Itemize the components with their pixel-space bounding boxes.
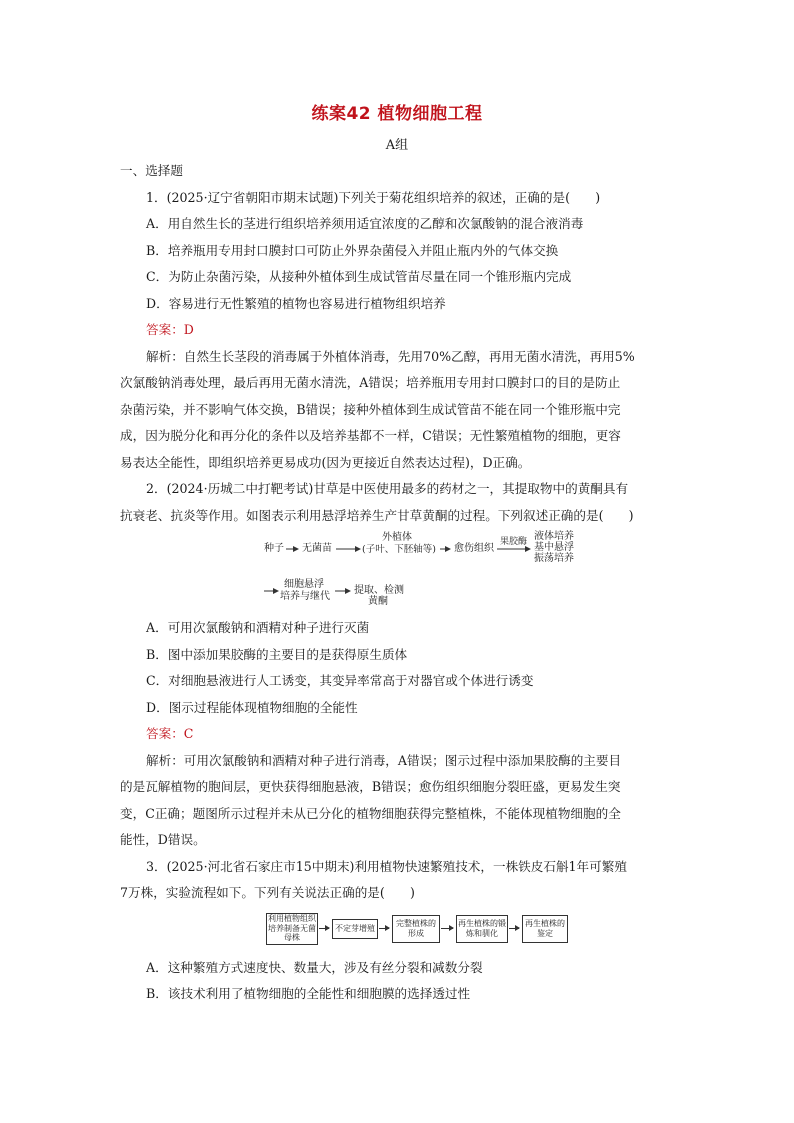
page-title: 练案42 植物细胞工程 — [311, 104, 483, 124]
node-explant: 外植体 — [382, 532, 412, 543]
q1-analysis-line: 易表达全能性，即组织培养更易成功(因为更接近自然表达过程)，D正确。 — [120, 454, 531, 470]
node-callus: 愈伤组织 — [454, 543, 494, 554]
q2-stem-line: 抗衰老、抗炎等作用。如图表示利用悬浮培养生产甘草黄酮的过程。下列叙述正确的是( ) — [120, 507, 634, 523]
node-cell-suspension: 细胞悬浮 — [284, 579, 324, 590]
q1-stem: 1．(2025·辽宁省朝阳市期末试题)下列关于菊花组织培养的叙述，正确的是( ) — [146, 189, 601, 205]
q1-option-d: D．容易进行无性繁殖的植物也容易进行植物组织培养 — [146, 295, 446, 311]
q2-option-b: B．图中添加果胶酶的主要目的是获得原生质体 — [146, 646, 408, 662]
flow-diagram-dendrobium — [266, 907, 566, 955]
q2-analysis-line: 能性，D错误。 — [120, 832, 206, 847]
q2-analysis-line: 的是瓦解植物的胞间层，更快获得细胞悬液，B错误；愈伤组织细胞分裂旺盛，更易发生突 — [120, 779, 621, 794]
q3-option-b: B．该技术利用了植物细胞的全能性和细胞膜的选择透过性 — [146, 986, 471, 1001]
q3-stem-line: 3．(2025·河北省石家庄市15中期末)利用植物快速繁殖技术，一株铁皮石斛1年可繁殖 — [146, 858, 627, 874]
node-liquid-culture: 基中悬浮 — [534, 542, 574, 553]
step-label: 利用植物组织培养制备无菌母株 — [268, 914, 316, 943]
content — [120, 158, 676, 1008]
section-heading: 一、选择题 — [120, 163, 183, 178]
step-box — [266, 913, 318, 945]
q1-analysis-line: 解析：自然生长茎段的消毒属于外植体消毒，先用70%乙醇，再用无菌水清洗，再用5% — [146, 348, 635, 364]
q2-stem-line: 2．(2024·历城二中打靶考试)甘草是中医使用最多的药材之一，其提取物中的黄酮具有 — [146, 481, 629, 496]
q3-option-a: A．这种繁殖方式速度快、数量大，涉及有丝分裂和减数分裂 — [146, 959, 483, 975]
step-box — [522, 915, 568, 943]
q3-stem-line: 7万株，实验流程如下。下列有关说法正确的是( ) — [120, 885, 415, 900]
q1-option-b: B．培养瓶用专用封口膜封口可防止外界杂菌侵入并阻止瓶内外的气体交换 — [146, 242, 559, 258]
node-flavone: 黄酮 — [368, 596, 388, 607]
q1-analysis-line: 成，因为脱分化和再分化的条件以及培养基都不一样，C错误；无性繁殖植物的细胞，更容 — [120, 428, 621, 443]
step-box — [456, 915, 508, 943]
node-extract: 提取、检测 — [354, 585, 404, 596]
label-pectinase: 果胶酶 — [500, 537, 528, 547]
step-label: 再生植株的鉴定 — [525, 919, 565, 938]
node-seed: 种子 — [264, 543, 284, 554]
step-label: 完整植株的形成 — [396, 919, 436, 938]
node-sterile-seedling: 无菌苗 — [302, 543, 332, 554]
q2-analysis-line: 变，C正确；题图所示过程并未从已分化的植物细胞获得完整植株，不能体现植物细胞的全 — [120, 805, 621, 821]
node-liquid-culture: 液体培养 — [534, 531, 574, 542]
q2-option-c: C．对细胞悬液进行人工诱变，其变异率常高于对器官或个体进行诱变 — [146, 673, 534, 688]
arrow — [509, 928, 519, 929]
q1-analysis-line: 次氯酸钠消毒处理，最后再用无菌水清洗，A错误；培养瓶用专用封口膜封口的目的是防止 — [120, 375, 621, 390]
step-box — [332, 919, 378, 939]
q1-option-a: A．用自然生长的茎进行组织培养须用适宜浓度的乙醇和次氯酸钠的混合液消毒 — [146, 216, 584, 231]
step-label: 再生植株的锻炼和驯化 — [458, 919, 506, 938]
node-liquid-culture: 振荡培养 — [534, 553, 574, 564]
q2-option-d: D．图示过程能体现植物细胞的全能性 — [146, 699, 358, 715]
step-label: 不定芽增殖 — [335, 923, 375, 933]
q2-analysis-line: 解析：可用次氯酸钠和酒精对种子进行消毒，A错误；图示过程中添加果胶酶的主要目 — [146, 752, 622, 768]
arrow — [319, 928, 329, 929]
q2-answer: 答案：C — [146, 726, 194, 741]
arrow — [441, 928, 453, 929]
q2-option-a: A．可用次氯酸钠和酒精对种子进行灭菌 — [146, 620, 370, 635]
arrow — [379, 928, 389, 929]
q1-option-c: C．为防止杂菌污染，从接种外植体到生成试管苗尽量在同一个锥形瓶内完成 — [146, 269, 572, 284]
node-explant-detail: (子叶、下胚轴等) — [362, 544, 436, 555]
q1-analysis-line: 杂菌污染，并不影响气体交换，B错误；接种外植体到生成试管苗不能在同一个锥形瓶中完 — [120, 401, 621, 417]
group-label: A组 — [385, 138, 409, 153]
flow-diagram-licorice — [264, 529, 574, 615]
node-cell-suspension: 培养与继代 — [280, 591, 330, 602]
step-box — [392, 915, 440, 943]
q1-answer: 答案：D — [146, 322, 194, 337]
